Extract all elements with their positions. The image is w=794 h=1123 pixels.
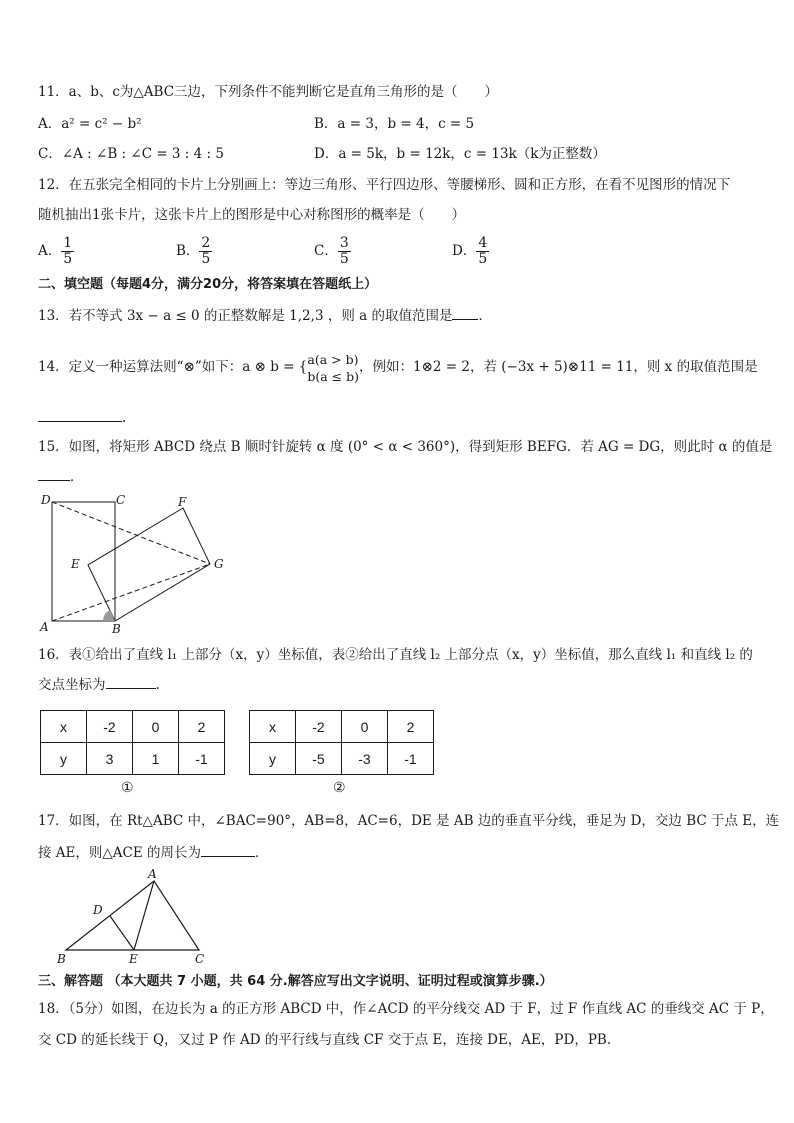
angle-alpha-mark [103,610,115,621]
q15-answer-blank[interactable] [38,468,70,481]
q12-line-2: 随机抽出1张卡片，这张卡片上的图形是中心对称图形的概率是（ ） [38,207,466,223]
label-c: C [195,952,205,966]
q17-triangle-figure [50,866,220,966]
q11-stem: 11．a、b、c为△ABC三边，下列条件不能判断它是直角三角形的是（ ） [38,84,499,100]
q12-option-d: D． $\frac{4}{5}$ [452,235,488,267]
segment-de [110,916,134,950]
q11-option-d: D．a = 5k，b = 12k，c = 13k（k为正整数） [314,146,606,162]
q16-table-1-caption: ① [121,780,134,796]
table-row: y -5 -3 -1 [250,743,434,775]
q15-rectangle-figure [30,490,240,638]
segment-ae [134,881,154,950]
table-row: y 3 1 -1 [41,743,225,775]
q16-table-2-caption: ② [333,780,346,796]
q16-table-1 [40,710,225,775]
q17-answer-blank[interactable] [201,844,255,857]
q12-option-c: C． $\frac{3}{5}$ [314,235,349,267]
triangle-abc [66,881,199,950]
q13-answer-blank[interactable] [452,307,478,320]
label-b: B [57,952,66,966]
q14-answer-line: . [38,409,126,427]
dashed-dg [52,502,210,564]
label-a: A [40,620,49,634]
label-f: F [178,495,187,509]
q13-text: 13．若不等式 3x − a ≤ 0 的正整数解是 1,2,3 ，则 a 的取值范围是 ． [38,308,492,324]
q15-line-1: 15．如图，将矩形 ABCD 绕点 B 顺时针旋转 α 度 (0° < α < 360°)，得到矩形 BEFG．若 AG = DG，则此时 α 的值是 [38,439,773,455]
label-a: A [148,867,157,881]
section-2-heading: 二、填空题（每题4分，满分20分，将答案填在答题纸上） [38,277,378,292]
q17-line-1: 17．如图，在 Rt△ABC 中，∠BAC=90°，AB=8，AC=6，DE 是 AB 边的垂直平分线，垂足为 D，交边 BC 于点 E，连 [38,813,780,829]
label-d: D [41,493,51,507]
q18-line-2: 交 CD 的延长线于 Q，又过 P 作 AD 的平行线与直线 CF 交于点 E，连接 DE，AE，PD，PB. [38,1032,612,1048]
q14-answer-blank[interactable] [38,409,122,422]
label-e: E [129,952,138,966]
label-d: D [93,903,103,917]
label-b: B [112,622,121,636]
table-row: x -2 0 2 [41,711,225,743]
q11-option-a: A．a² = c² − b² [38,116,142,132]
q16-answer-blank[interactable] [106,676,156,689]
q12-option-b: B． $\frac{2}{5}$ [176,235,211,267]
rect-befg [88,508,210,621]
section-3-heading: 三、解答题 （本大题共 7 小题，共 64 分.解答应写出文字说明、证明过程或演算步骤.） [38,974,553,989]
table-row: x -2 0 2 [250,711,434,743]
rect-abcd [52,502,115,621]
q15-answer-line: ． [38,468,84,486]
q18-line-1: 18．（5分）如图，在边长为 a 的正方形 ABCD 中，作∠ACD 的平分线交 AD 于 F，过 F 作直线 AC 的垂线交 AC 于 P， [38,1001,774,1017]
q17-line-2: 接 AE，则△ACE 的周长为 ． [38,845,269,861]
label-e: E [71,557,80,571]
q16-table-2 [249,710,434,775]
label-c: C [116,493,126,507]
q12-option-a: A． $\frac{1}{5}$ [38,235,73,267]
dashed-ag [52,564,210,621]
q11-option-b: B．a = 3，b = 4，c = 5 [314,116,475,132]
q12-line-1: 12．在五张完全相同的卡片上分别画上：等边三角形、平行四边形、等腰梯形、圆和正方形，在看不见图形的情况下 [38,177,731,193]
q16-line-2: 交点坐标为 . [38,677,160,693]
q16-line-1: 16．表①给出了直线 l₁ 上部分（x，y）坐标值，表②给出了直线 l₂ 上部分点（x，y）坐标值，那么直线 l₁ 和直线 l₂ 的 [38,647,753,663]
q11-option-c: C．∠A : ∠B : ∠C = 3 : 4 : 5 [38,146,224,162]
label-g: G [214,557,224,571]
q14-text: 14．定义一种运算法则“⊗”如下：a ⊗ b = { a(a > b) b(a ≤ b) ，例如：1⊗2 = 2，若 (−3x + 5)⊗11 = 11，则 x 的取值范围是 [38,351,758,384]
